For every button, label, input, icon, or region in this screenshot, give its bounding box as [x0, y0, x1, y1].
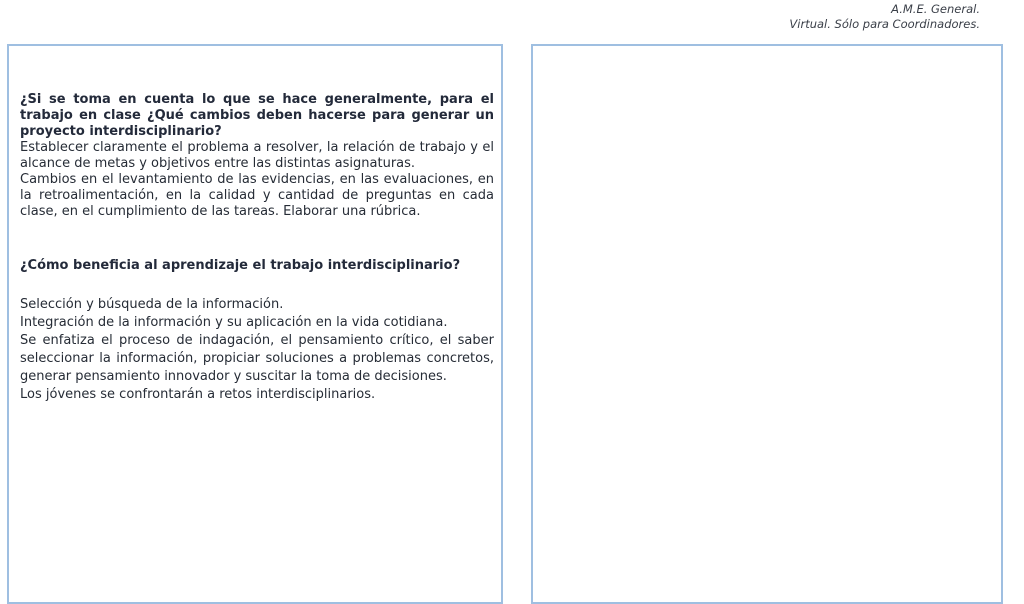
- spacer: [20, 274, 494, 296]
- document-header: [789, 2, 980, 32]
- question-2: ¿Cómo beneficia al aprendizaje el trabajo interdisciplinario?: [20, 258, 461, 273]
- header-line-1: A.M.E. General.: [891, 2, 980, 16]
- left-panel: [7, 44, 503, 604]
- answer-2-item: Se enfatiza el proceso de indagación, el pensamiento crítico, el saber seleccionar la información, propiciar soluciones a problemas concretos, generar pensamiento innovador y suscitar la toma de decisiones.: [20, 333, 494, 384]
- answer-2-item: Integración de la información y su aplicación en la vida cotidiana.: [20, 315, 448, 330]
- answer-2-item: Los jóvenes se confrontarán a retos interdisciplinarios.: [20, 387, 376, 402]
- answer-1-paragraph-2: Cambios en el levantamiento de las evidencias, en las evaluaciones, en la retroalimentación, en la calidad y cantidad de preguntas en cada clase, en el cumplimiento de las tareas. Elaborar una rúbrica.: [20, 172, 494, 219]
- answer-2-item: Selección y búsqueda de la información.: [20, 297, 284, 312]
- right-panel: [531, 44, 1003, 604]
- left-panel-content: [20, 92, 494, 404]
- answer-2-list: [20, 296, 494, 404]
- question-1: ¿Si se toma en cuenta lo que se hace generalmente, para el trabajo en clase ¿Qué cambios deben hacerse para generar un proyecto interdisciplinario?: [20, 92, 494, 139]
- answer-1-paragraph-1: Establecer claramente el problema a resolver, la relación de trabajo y el alcance de metas y objetivos entre las distintas asignaturas.: [20, 140, 494, 171]
- spacer: [20, 220, 494, 258]
- header-line-2: Virtual. Sólo para Coordinadores.: [789, 17, 980, 31]
